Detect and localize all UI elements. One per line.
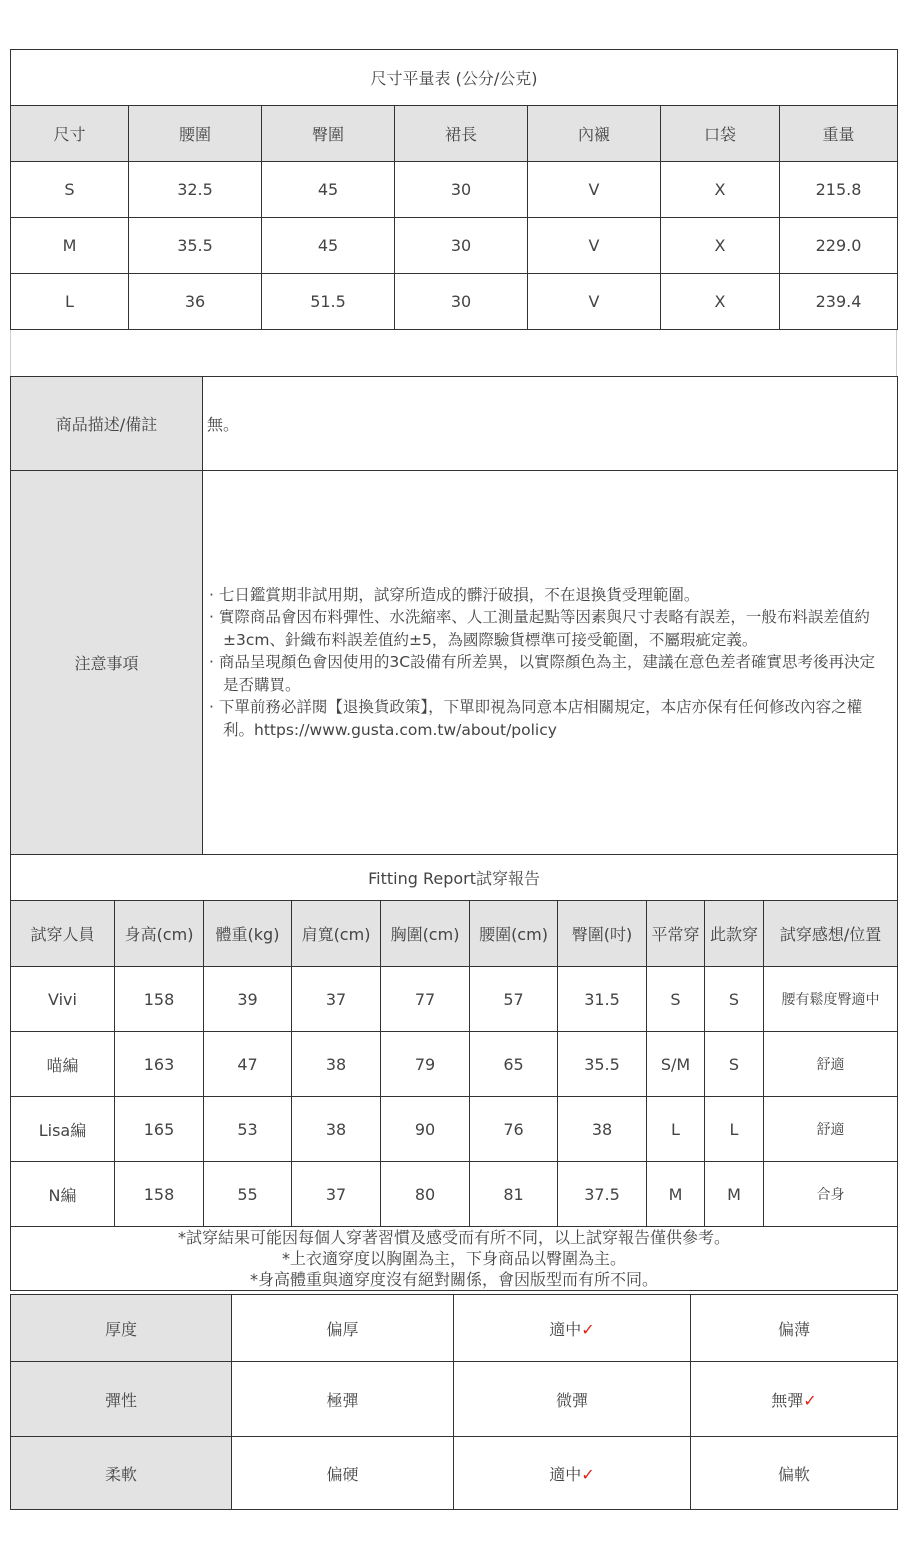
fitting-cell: S [705, 1032, 764, 1097]
size-table [10, 49, 898, 330]
fitting-footnote: *試穿結果可能因每個人穿著習慣及感受而有所不同，以上試穿報告僅供參考。 [178, 1228, 731, 1247]
texture-option [691, 1295, 898, 1362]
size-cell: 45 [262, 162, 395, 218]
fitting-cell: 80 [381, 1162, 470, 1227]
texture-option-label: 無彈 [771, 1390, 804, 1410]
texture-option-label: 偏薄 [777, 1319, 810, 1339]
fitting-cell: 舒適 [764, 1032, 898, 1097]
size-cell: 215.8 [780, 162, 898, 218]
size-cell: 45 [262, 218, 395, 274]
fitting-cell: L [647, 1097, 705, 1162]
fitting-footnote: *上衣適穿度以胸圍為主，下身商品以臀圍為主。 [282, 1249, 627, 1268]
fitting-cell: 喵編 [11, 1032, 115, 1097]
fitting-cell: Vivi [11, 967, 115, 1032]
desc-label: 商品描述/備註 [11, 377, 203, 471]
size-cell: X [661, 218, 780, 274]
check-icon: ✓ [581, 1464, 595, 1484]
fitting-row [11, 1097, 898, 1162]
notice-list [203, 584, 897, 742]
fitting-footnote: *身高體重與適穿度沒有絕對關係，會因版型而有所不同。 [250, 1270, 659, 1289]
size-header-cell: 重量 [780, 106, 898, 162]
fitting-header-cell: 身高(cm) [115, 901, 204, 967]
desc-value [203, 377, 898, 471]
size-cell: S [11, 162, 129, 218]
size-cell: 51.5 [262, 274, 395, 330]
fitting-cell: 165 [115, 1097, 204, 1162]
fitting-cell: 38 [292, 1032, 381, 1097]
size-cell: 229.0 [780, 218, 898, 274]
fitting-cell: 77 [381, 967, 470, 1032]
check-icon: ✓ [581, 1319, 595, 1339]
fitting-footnotes [11, 1227, 898, 1291]
size-cell: V [528, 218, 661, 274]
texture-option [454, 1362, 691, 1437]
texture-option [232, 1295, 454, 1362]
size-cell: 30 [395, 162, 528, 218]
texture-option-label: 極彈 [326, 1390, 359, 1410]
texture-table [10, 1294, 898, 1510]
size-cell: V [528, 274, 661, 330]
fitting-header-cell: 胸圍(cm) [381, 901, 470, 967]
fitting-cell: S [705, 967, 764, 1032]
texture-row [11, 1437, 898, 1510]
desc-value-text: 無。 [207, 415, 240, 434]
size-cell: X [661, 162, 780, 218]
fitting-cell: 腰有鬆度臀適中 [764, 967, 898, 1032]
texture-option [232, 1437, 454, 1510]
size-table-title: 尺寸平量表 (公分/公克) [11, 50, 898, 106]
size-cell: 36 [129, 274, 262, 330]
fitting-cell: 38 [292, 1097, 381, 1162]
fitting-cell: 35.5 [558, 1032, 647, 1097]
fitting-header-cell: 臀圍(吋) [558, 901, 647, 967]
texture-option-label: 適中 [549, 1319, 582, 1339]
size-row [11, 218, 898, 274]
fitting-cell: 39 [204, 967, 292, 1032]
fitting-cell: 31.5 [558, 967, 647, 1032]
fitting-cell: 37.5 [558, 1162, 647, 1227]
notice-item: · 實際商品會因布料彈性、水洗縮率、人工測量起點等因素與尺寸表略有誤差，一般布料誤差值約±3cm、針織布料誤差值約±5，為國際驗貨標準可接受範圍，不屬瑕疵定義。 [209, 608, 870, 649]
size-header-cell: 內襯 [528, 106, 661, 162]
fitting-cell: M [705, 1162, 764, 1227]
fitting-cell: Lisa編 [11, 1097, 115, 1162]
fitting-cell: N編 [11, 1162, 115, 1227]
size-cell: M [11, 218, 129, 274]
fitting-cell: 55 [204, 1162, 292, 1227]
fitting-cell: 79 [381, 1032, 470, 1097]
fitting-header-cell: 平常穿 [647, 901, 705, 967]
texture-label: 柔軟 [11, 1437, 232, 1510]
fitting-cell: S [647, 967, 705, 1032]
size-cell: 32.5 [129, 162, 262, 218]
size-row [11, 274, 898, 330]
fitting-report-table [10, 854, 898, 1291]
texture-option-label: 微彈 [555, 1390, 588, 1410]
texture-row [11, 1362, 898, 1437]
fitting-cell: 90 [381, 1097, 470, 1162]
notice-item: · 下單前務必詳閱【退換貨政策】，下單即視為同意本店相關規定，本店亦保有任何修改內容之權利。https://www.gusta.com.tw/about/policy [209, 698, 863, 739]
size-cell: 30 [395, 274, 528, 330]
fitting-header-cell: 試穿人員 [11, 901, 115, 967]
fitting-row [11, 1162, 898, 1227]
fitting-header-cell: 試穿感想/位置 [764, 901, 898, 967]
fitting-row [11, 1032, 898, 1097]
fitting-header-cell: 腰圍(cm) [470, 901, 558, 967]
size-row [11, 162, 898, 218]
size-header-cell: 裙長 [395, 106, 528, 162]
fitting-row [11, 967, 898, 1032]
size-cell: 35.5 [129, 218, 262, 274]
fitting-cell: 81 [470, 1162, 558, 1227]
fitting-cell: M [647, 1162, 705, 1227]
size-cell: X [661, 274, 780, 330]
notice-label: 注意事項 [11, 471, 203, 855]
fitting-cell: 38 [558, 1097, 647, 1162]
fitting-header-cell: 肩寬(cm) [292, 901, 381, 967]
fitting-cell: 65 [470, 1032, 558, 1097]
fitting-cell: 47 [204, 1032, 292, 1097]
fitting-cell: 158 [115, 967, 204, 1032]
notice-item: · 七日鑑賞期非試用期，試穿所造成的髒汙破損，不在退換貨受理範圍。 [209, 585, 700, 604]
texture-row [11, 1295, 898, 1362]
texture-option-label: 偏軟 [777, 1464, 810, 1484]
texture-option [232, 1362, 454, 1437]
fitting-cell: 158 [115, 1162, 204, 1227]
size-cell: V [528, 162, 661, 218]
size-header-cell: 口袋 [661, 106, 780, 162]
size-header-cell: 尺寸 [11, 106, 129, 162]
texture-label: 厚度 [11, 1295, 232, 1362]
fitting-cell: S/M [647, 1032, 705, 1097]
fitting-cell: L [705, 1097, 764, 1162]
texture-option [454, 1295, 691, 1362]
texture-option [691, 1362, 898, 1437]
fitting-header-cell: 此款穿 [705, 901, 764, 967]
size-header-cell: 臀圍 [262, 106, 395, 162]
notice-item: · 商品呈現顏色會因使用的3C設備有所差異，以實際顏色為主，建議在意色差者確實思考後再決定是否購買。 [209, 653, 876, 694]
fitting-cell: 37 [292, 967, 381, 1032]
fitting-header-cell: 體重(kg) [204, 901, 292, 967]
size-cell: 30 [395, 218, 528, 274]
notes-table [10, 376, 898, 855]
texture-option-label: 偏硬 [326, 1464, 359, 1484]
fitting-cell: 163 [115, 1032, 204, 1097]
fitting-cell: 57 [470, 967, 558, 1032]
texture-option [454, 1437, 691, 1510]
fitting-cell: 53 [204, 1097, 292, 1162]
fitting-cell: 76 [470, 1097, 558, 1162]
check-icon: ✓ [803, 1390, 817, 1410]
fitting-cell: 舒適 [764, 1097, 898, 1162]
notice-value [203, 471, 898, 855]
fitting-cell: 37 [292, 1162, 381, 1227]
texture-option-label: 適中 [549, 1464, 582, 1484]
section-spacer [10, 330, 897, 376]
texture-option-label: 偏厚 [326, 1319, 359, 1339]
size-cell: 239.4 [780, 274, 898, 330]
texture-label: 彈性 [11, 1362, 232, 1437]
texture-option [691, 1437, 898, 1510]
fitting-cell: 合身 [764, 1162, 898, 1227]
size-cell: L [11, 274, 129, 330]
fitting-title: Fitting Report試穿報告 [11, 855, 898, 901]
size-header-cell: 腰圍 [129, 106, 262, 162]
